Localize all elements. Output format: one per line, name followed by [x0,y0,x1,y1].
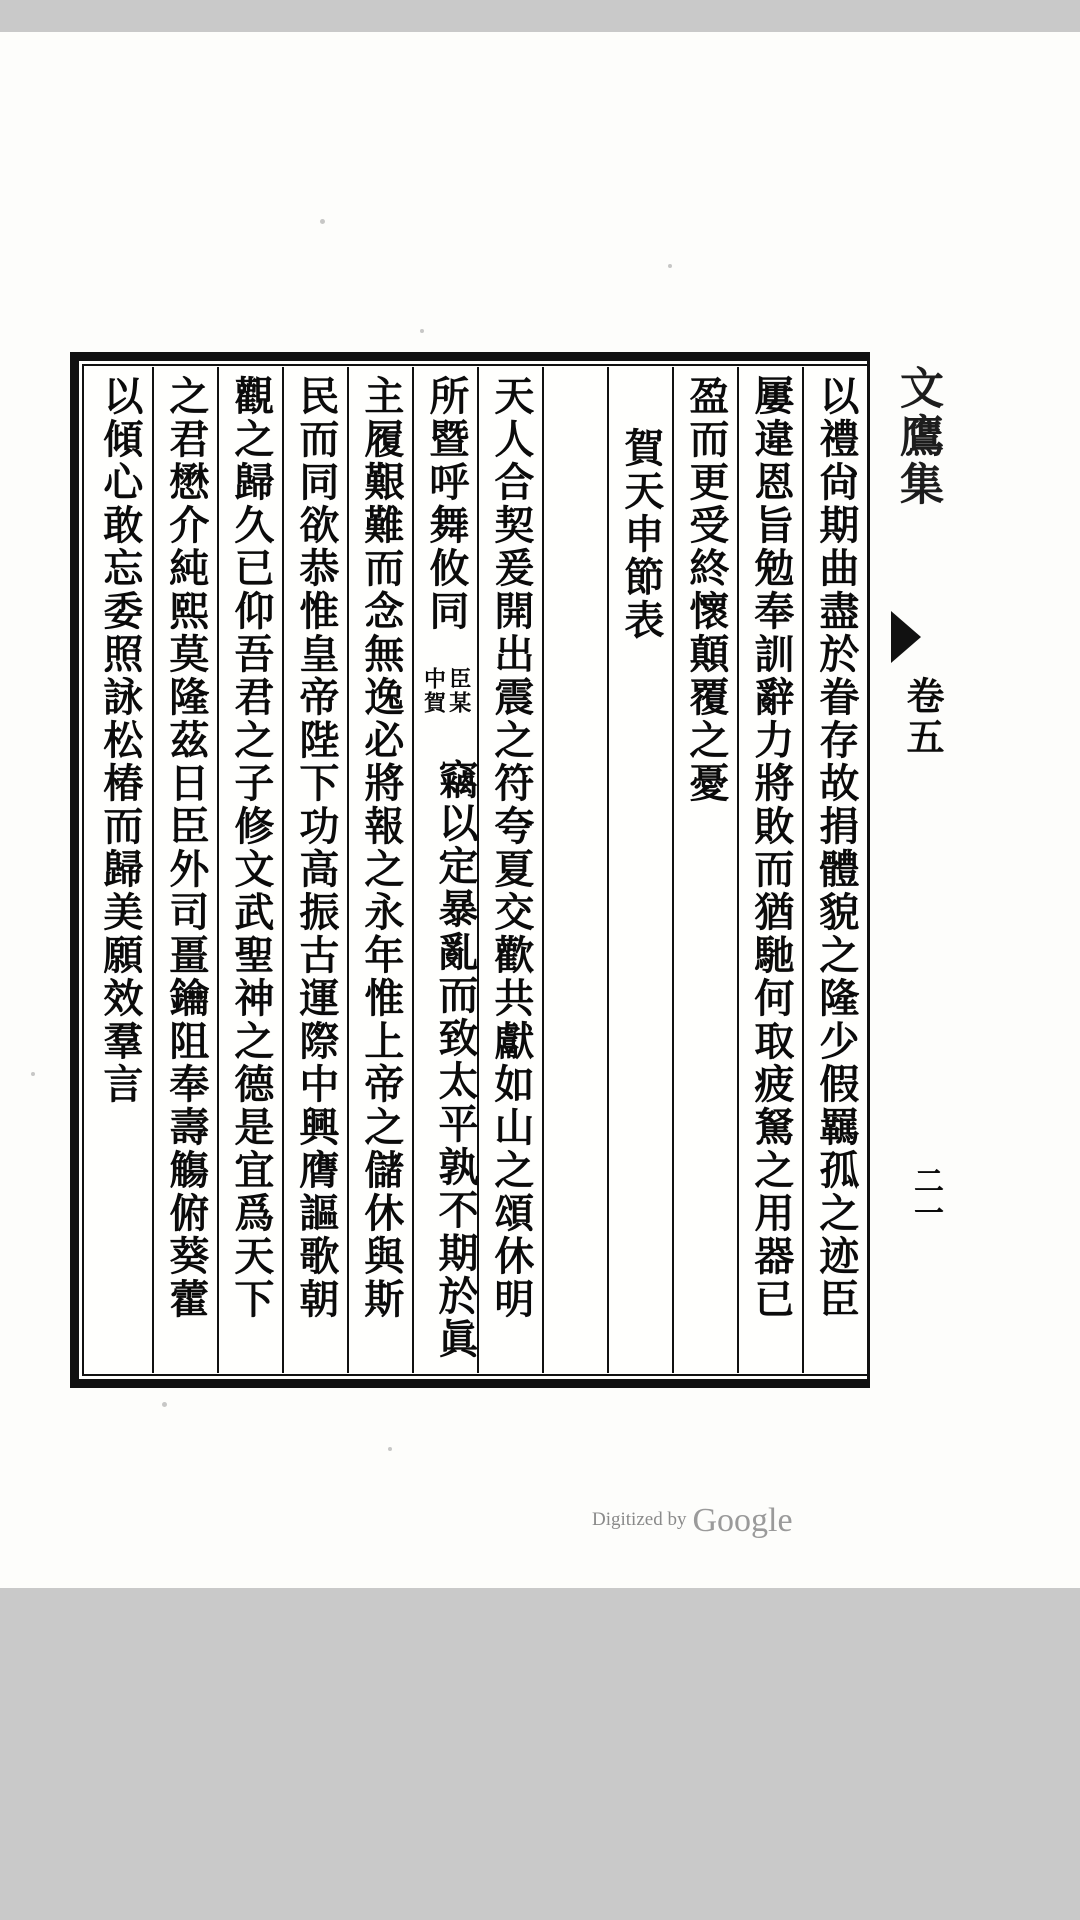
page-speck [162,1402,167,1407]
banxin-page-number: 二一 [908,1165,943,1229]
column-text: 盈而更受終懷顛覆之憂 [682,375,730,805]
fishtail-icon [891,611,921,663]
text-columns [85,367,867,1373]
text-column [152,367,217,1373]
column-text: 以傾心敢忘委照詠松椿而歸美願效羣言 [96,375,144,1106]
text-column-with-note [412,367,477,1373]
page-speck [31,1072,35,1076]
banxin-juan-number: 卷五 [900,676,945,758]
column-text: 天人合契爰開出震之符夸夏交歡共獻如山之頌休明 [487,375,535,1321]
column-text: 以禮尙期曲盡於眷存故捐體貌之隆少假羈孤之迹臣 [812,375,860,1321]
column-text: 屢違恩旨勉奉訓辭力將敗而猶馳何取疲駑之用器已 [747,375,795,1321]
banxin-center-strip [873,361,985,1379]
page-speck [420,329,424,333]
section-heading: 賀天申節表 [617,427,665,642]
text-column [477,367,542,1373]
paper-sheet [0,32,1080,1588]
interlinear-note-right: 臣某 [445,667,472,715]
banxin-book-title: 文鷹集 [892,365,943,509]
column-text: 民而同欲恭惟皇帝陛下功高振古運際中興膺謳歌朝 [292,375,340,1321]
text-column [282,367,347,1373]
column-text: 主履艱難而念無逸必將報之永年惟上帝之儲休與斯 [357,375,405,1321]
text-column [87,367,152,1373]
text-column [802,367,867,1373]
text-column-heading [607,367,672,1373]
text-column-blank [542,367,607,1373]
text-column [737,367,802,1373]
page-speck [668,264,672,268]
page-speck [388,1447,392,1451]
text-block-frame [70,352,945,1388]
text-column [347,367,412,1373]
column-text: 觀之歸久已仰吾君之子修文武聖神之德是宜爲天下 [227,375,275,1321]
google-watermark [592,1502,793,1540]
page-speck [320,219,325,224]
interlinear-note-left: 中賀 [420,667,447,715]
watermark-brand: Google [692,1502,793,1539]
watermark-prefix: Digitized by [592,1509,687,1530]
column-text: 所暨呼舞攸同 [422,375,470,633]
column-text-tail: 竊以定暴亂而致太平孰不期於眞 [432,759,479,1361]
text-column [672,367,737,1373]
column-text: 之君懋介純熙莫隆茲日臣外司畺鑰阻奉壽觴俯葵藿 [162,375,210,1321]
text-column [217,367,282,1373]
interlinear-note [414,667,477,715]
